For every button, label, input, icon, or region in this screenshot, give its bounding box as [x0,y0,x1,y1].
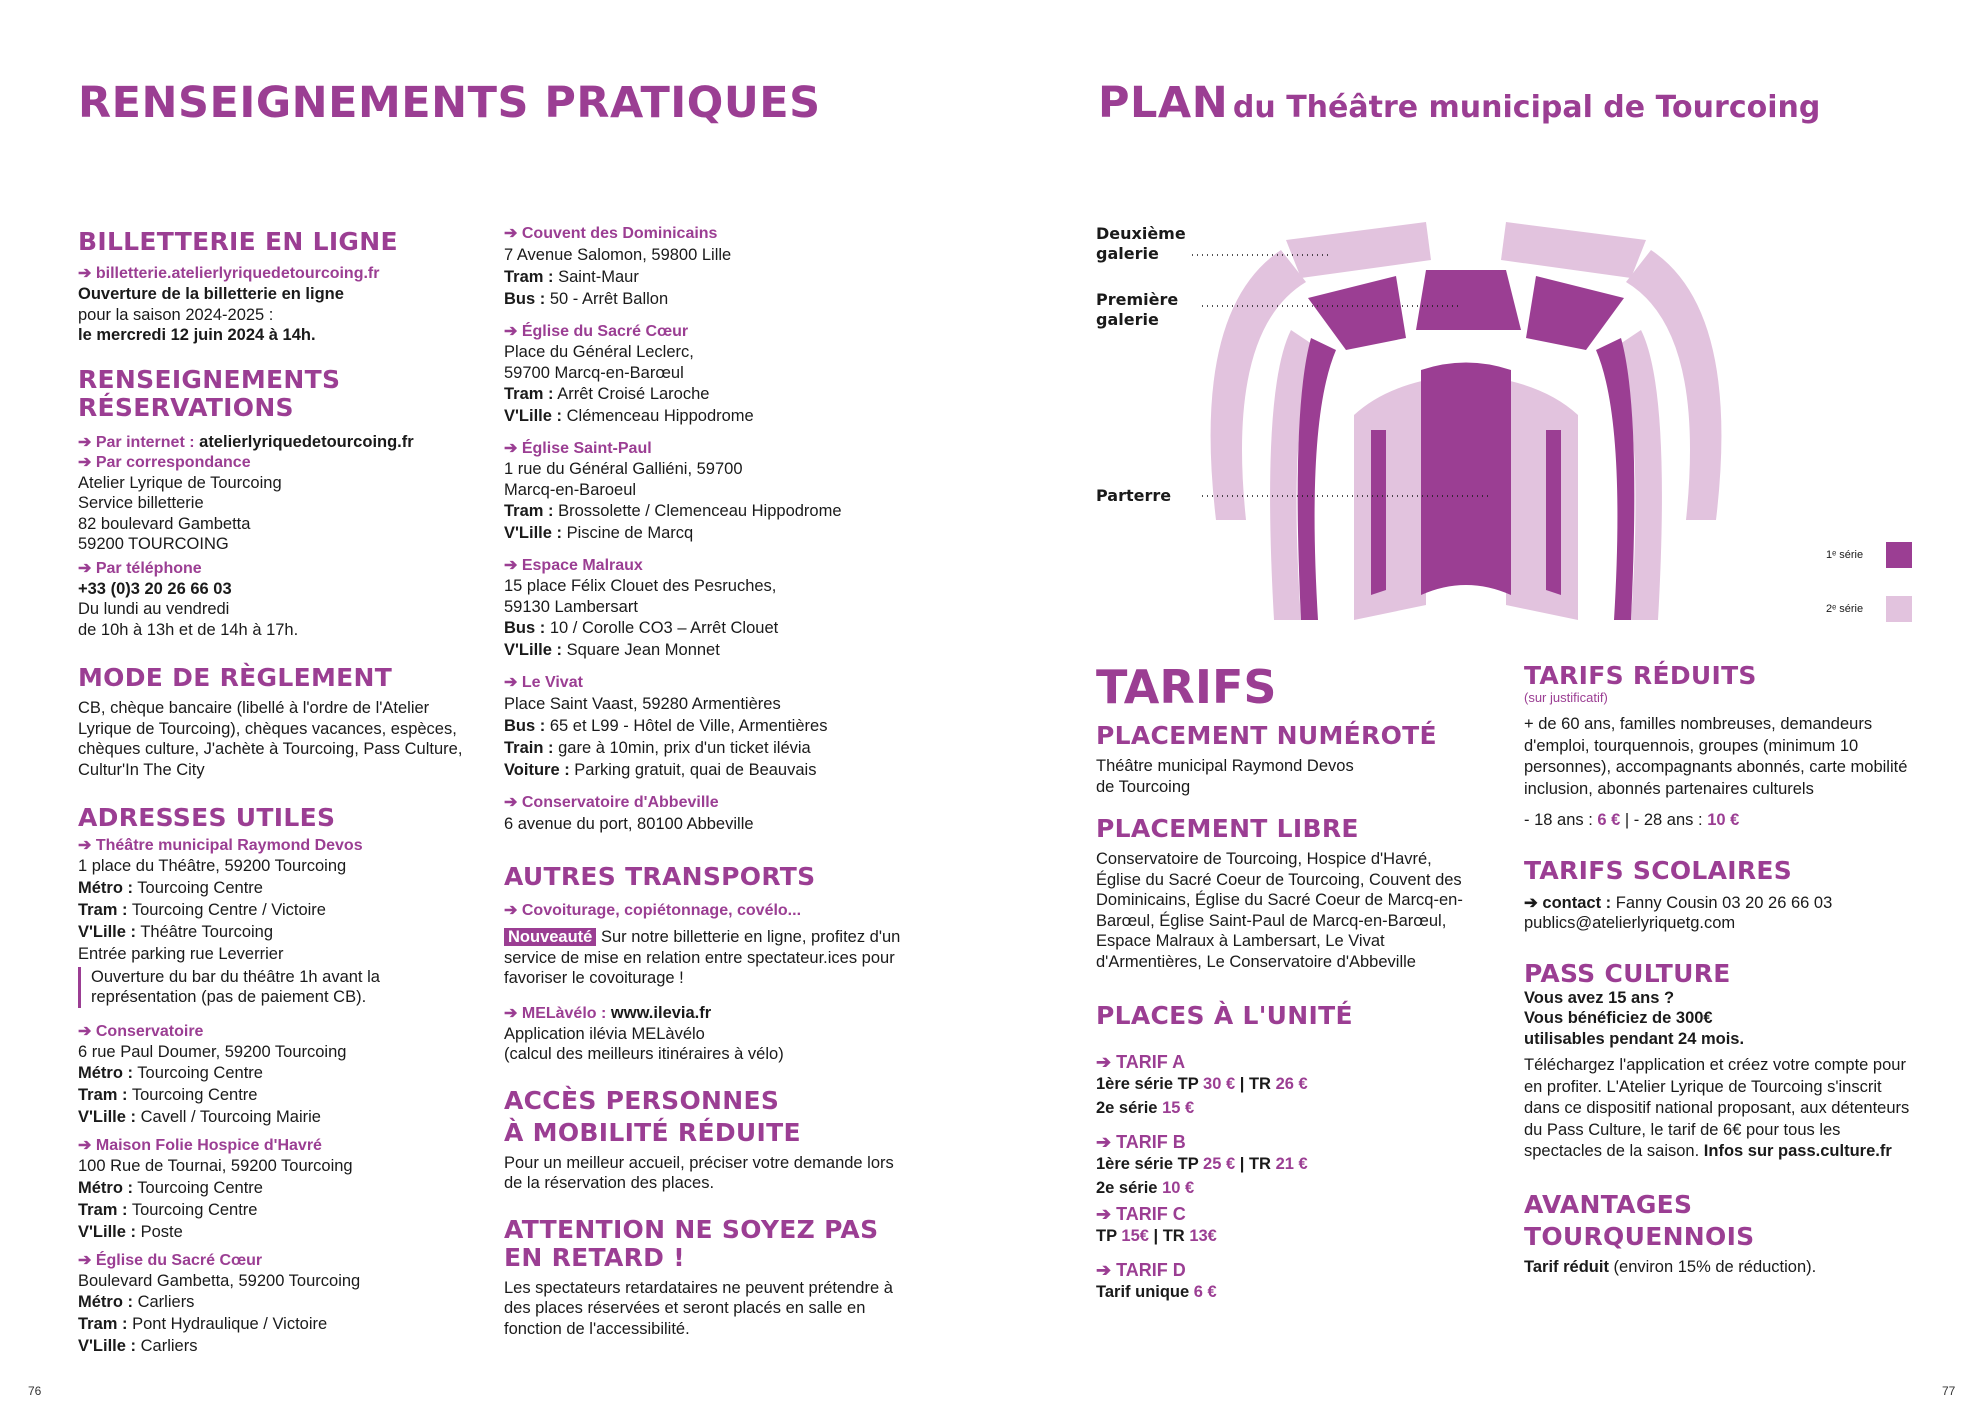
tarif-c-line [1096,1224,1476,1248]
folie-addr: 100 Rue de Tournai, 59200 Tourcoing [78,1157,353,1175]
scolaires-contact-label: contact : [1542,893,1612,912]
parterre-left-light [1354,380,1426,620]
vlille-value: Poste [140,1222,183,1241]
tarif-d-line [1096,1280,1476,1304]
theatre-bar-note: Ouverture du bar du théâtre 1h avant la représentation (pas de paiement CB). [78,967,451,1008]
tarif-a-tp: 30 € [1203,1075,1236,1093]
saintpaul-name: ➔ Église Saint-Paul [504,439,924,459]
parterre-left-stripe [1371,430,1386,595]
premiere-galerie-center [1416,270,1521,330]
internet-label: ➔ Par internet : [78,434,195,451]
theatre-plan-diagram [1096,220,1936,640]
metro-value: Tourcoing Centre [137,1064,263,1082]
corr-line1: Atelier Lyrique de Tourcoing [78,473,282,492]
billetterie-heading: BILLETTERIE EN LIGNE [78,227,398,256]
nouveaute-badge: Nouveauté [504,928,596,946]
vlille-label: V'Lille : [504,524,563,542]
tram-label: Tram : [504,502,554,520]
transports-heading: AUTRES TRANSPORTS [504,862,816,891]
malraux-a2: 59130 Lambersart [504,597,638,616]
bus-label: Bus : [504,290,546,308]
tel-hours-1: Du lundi au vendredi [78,600,230,618]
tarif-c-heading: ➔ TARIF C [1096,1204,1476,1224]
tram-value: Arrêt Croisé Laroche [557,385,710,403]
avantages-heading-1: AVANTAGES [1524,1189,1693,1219]
metro-value: Tourcoing Centre [137,878,263,897]
tel-hours-2: de 10h à 13h et de 14h à 17h. [78,620,299,639]
abbeville-addr: 6 avenue du port, 80100 Abbeville [504,815,754,833]
tram-value: Brossolette / Clemenceau Hippodrome [558,502,842,520]
tarif-c-tr: 13€ [1189,1227,1217,1245]
sacre2-a2: 59700 Marcq-en-Barœul [504,363,684,382]
metro-label: Métro : [78,1064,133,1082]
reduits-column: TARIFS RÉDUITS (sur justificatif) + de 60 ans, familles nombreuses, demandeurs d'emploi, tourquennois, groupes (minimum 10 personnes), accompagnants abonnés, carte mobilité inclusion, abonnés partenaires culturels - 18 ans : 6 € | - 28 ans : 10 € TARIFS SCOLAIRES ➔ contact : Fanny Cousin 03 20 26 66 03 publics@atelierlyriquetg.com PASS CULTURE Vous avez 15 ans ? Vous bénéficiez de 300€ utilisables pendant 24 mois. Téléchargez l'application et créez votre compte pour en profiter. L'Atelier Lyrique de Tourcoing s'inscrit dans ce dispositif national proposant, aux détenteurs du Pass Culture, le tarif de 6€ pour tous les spectacles de la saison. Infos sur pass.culture.fr AVANTAGES TOURQUENNOIS Tarif réduit (environ 15% de réduction). [1524,662,1924,1277]
avantages-text [1524,1257,1924,1278]
tram-label: Tram : [78,1086,128,1104]
sacre2-name: ➔ Église du Sacré Cœur [504,322,924,342]
tarif-a-tr: 26 € [1275,1075,1308,1093]
tarifs-heading: TARIFS [1096,660,1277,714]
pass-text [1524,1055,1919,1163]
tarif-c-tp-label: TP [1096,1227,1117,1245]
pmr-heading-1: ACCÈS PERSONNES [504,1085,780,1115]
address-dominicains [504,224,924,310]
unite-heading: PLACES À L'UNITÉ [1096,1001,1353,1030]
pass-infos-link[interactable]: Infos sur pass.culture.fr [1703,1142,1892,1160]
numerote-heading: PLACEMENT NUMÉROTÉ [1096,721,1437,750]
theatre-plan [1096,220,1936,640]
abbeville-name: ➔ Conservatoire d'Abbeville [504,793,924,813]
address-sacre-coeur-marcq [504,322,924,427]
theatre-parking: Entrée parking rue Leverrier [78,944,284,963]
reglement-text: CB, chèque bancaire (libellé à l'ordre de l'Atelier Lyrique de Tourcoing), chèques vacances, espèces, chèques culture, J'achète à Tourcoing, Pass Culture, Cultur'In The City [78,699,463,779]
internet-link[interactable]: atelierlyriquedetourcoing.fr [199,432,414,451]
premiere-galerie-left [1308,276,1406,350]
billetterie-line3: le mercredi 12 juin 2024 à 14h. [78,326,316,344]
tarif-b-heading: ➔ TARIF B [1096,1132,1476,1152]
saintpaul-a1: 1 rue du Général Galliéni, 59700 [504,460,743,478]
label-premiere-1: Première [1096,290,1179,309]
tram-label: Tram : [78,1200,128,1219]
bus-label: Bus : [504,619,546,637]
tram-value: Tourcoing Centre / Victoire [131,900,326,919]
bus-value: 10 / Corolle CO3 – Arrêt Clouet [549,619,779,637]
tarif-a-serie2: 15 € [1162,1099,1195,1117]
tarif-b-serie2-label: 2e série [1096,1179,1158,1197]
address-folie [78,1136,478,1243]
melavelo-label: ➔ MELàvélo : [504,1005,606,1022]
reservations-heading-2: RÉSERVATIONS [78,392,294,422]
conservatoire-addr: 6 rue Paul Doumer, 59200 Tourcoing [78,1042,347,1061]
avantages-tarif-label: Tarif réduit [1524,1257,1609,1276]
metro-value: Tourcoing Centre [137,1178,263,1197]
tram-value: Tourcoing Centre [131,1086,258,1104]
tram-label: Tram : [504,385,554,403]
conservatoire-name: ➔ Conservatoire [78,1022,478,1042]
tarif-d-value: 6 € [1193,1283,1217,1301]
voiture-value: Parking gratuit, quai de Beauvais [574,761,817,779]
adresses-heading: ADRESSES UTILES [78,803,336,832]
vlille-label: V'Lille : [78,922,137,941]
label-parterre: Parterre [1096,486,1172,505]
tarif-c-tr-label: | TR [1153,1227,1185,1245]
dominicains-addr: 7 Avenue Salomon, 59800 Lille [504,246,732,264]
legend-label-1: 1ᵉ série [1826,549,1864,561]
tram-value: Saint-Maur [558,268,639,286]
scolaires-email[interactable]: publics@atelierlyriquetg.com [1524,914,1736,932]
reservations-heading-1: RENSEIGNEMENTS [78,364,341,394]
age28-value: 10 € [1707,811,1740,829]
address-sacre-coeur-tourcoing [78,1251,478,1358]
tarif-b-line2 [1096,1176,1476,1200]
tarif-a-tr-label: | TR [1239,1075,1271,1093]
tarif-c-tp: 15€ [1121,1227,1149,1245]
malraux-name: ➔ Espace Malraux [504,556,924,576]
corr-line3: 82 boulevard Gambetta [78,514,251,533]
vivat-name: ➔ Le Vivat [504,673,924,693]
vlille-value: Théâtre Tourcoing [140,922,274,941]
address-vivat [504,673,924,781]
dominicains-name: ➔ Couvent des Dominicains [504,224,924,244]
page-title-right [1098,78,1820,128]
tarif-b-line1 [1096,1152,1476,1176]
avantages-heading-2: TOURQUENNOIS [1524,1221,1755,1251]
pass-b1: Vous avez 15 ans ? [1524,988,1675,1007]
page-number-right: 77 [1942,1384,1956,1398]
bus-value: 50 - Arrêt Ballon [549,290,669,308]
premiere-galerie-left-side-dark [1298,338,1336,620]
train-value: gare à 10min, prix d'un ticket ilévia [558,739,811,757]
vlille-label: V'Lille : [78,1222,137,1241]
label-deuxieme-galerie [1096,224,1186,264]
covoiturage-desc: Sur notre billetterie en ligne, profitez d'un service de mise en relation entre spectateur.ices pour favoriser le covoiturage ! [504,928,901,987]
voiture-label: Voiture : [504,761,570,779]
deuxieme-galerie-left [1286,222,1431,278]
theatre-name: ➔ Théâtre municipal Raymond Devos [78,836,478,856]
vlille-value: Cavell / Tourcoing Mairie [140,1108,321,1126]
vlille-label: V'Lille : [504,641,563,659]
reduits-ages [1524,810,1924,831]
pmr-heading-2: À MOBILITÉ RÉDUITE [504,1117,801,1147]
vlille-value: Clémenceau Hippodrome [566,407,754,425]
vlille-value: Square Jean Monnet [566,641,720,659]
scolaires-heading: TARIFS SCOLAIRES [1524,855,1793,885]
telephone-label: ➔ Par téléphone [78,559,478,579]
label-deuxieme-2: galerie [1096,244,1159,263]
tarif-a-line2 [1096,1096,1476,1120]
melavelo-link[interactable]: www.ilevia.fr [610,1003,712,1022]
bus-label: Bus : [504,717,546,735]
bus-value: 65 et L99 - Hôtel de Ville, Armentières [549,717,828,735]
covoiturage-text [504,927,904,989]
tarif-a-line1 [1096,1072,1476,1096]
label-premiere-galerie [1096,290,1178,330]
parterre-center [1421,363,1511,596]
theatre-addr: 1 place du Théâtre, 59200 Tourcoing [78,857,347,875]
age18-value: 6 € [1597,811,1621,829]
numerote-text: Théâtre municipal Raymond Devos de Tourcoing [1096,757,1354,796]
address-theatre [78,836,478,1008]
vlille-label: V'Lille : [78,1108,137,1126]
tarif-b-tr-label: | TR [1239,1155,1271,1173]
folie-name: ➔ Maison Folie Hospice d'Havré [78,1136,478,1156]
retard-heading-1: ATTENTION NE SOYEZ PAS [504,1214,879,1244]
reduits-heading: TARIFS RÉDUITS [1524,661,1757,690]
melavelo-app: Application ilévia MELàvélo [504,1024,705,1043]
libre-heading: PLACEMENT LIBRE [1096,814,1359,843]
tarif-b-serie2: 10 € [1162,1179,1195,1197]
tram-value: Tourcoing Centre [131,1200,258,1219]
metro-label: Métro : [78,878,133,897]
address-abbeville [504,793,924,835]
age18-label: - 18 ans : [1524,811,1593,829]
reglement-heading: MODE DE RÈGLEMENT [78,663,393,692]
train-label: Train : [504,739,554,757]
premiere-galerie-right-side-dark [1596,338,1634,620]
vlille-label: V'Lille : [78,1337,137,1355]
tarif-b-tr: 21 € [1275,1155,1308,1173]
pass-b3: utilisables pendant 24 mois. [1524,1029,1745,1048]
tarif-b-tp: 25 € [1203,1155,1236,1173]
correspondance-label: ➔ Par correspondance [78,453,478,473]
parterre-right-stripe [1546,430,1561,595]
corr-line2: Service billetterie [78,494,204,512]
pmr-text: Pour un meilleur accueil, préciser votre demande lors de la réservation des places. [504,1153,894,1192]
legend-swatch-1 [1886,542,1912,568]
metro-label: Métro : [78,1293,133,1311]
tram-value: Pont Hydraulique / Victoire [132,1315,328,1333]
vlille-label: V'Lille : [504,407,563,425]
billetterie-line1: Ouverture de la billetterie en ligne [78,285,344,303]
label-deuxieme-1: Deuxième [1096,224,1186,243]
pass-b2: Vous bénéficiez de 300€ [1524,1009,1713,1027]
tarif-d-label: Tarif unique [1096,1283,1190,1301]
billetterie-link[interactable]: ➔ billetterie.atelierlyriquedetourcoing.fr [78,264,478,284]
melavelo-calc: (calcul des meilleurs itinéraires à vélo) [504,1045,784,1063]
tram-label: Tram : [78,900,128,919]
tram-label: Tram : [78,1315,128,1333]
metro-label: Métro : [78,1178,133,1197]
tarifs-column [1096,662,1476,1304]
vlille-value: Carliers [140,1337,198,1355]
vivat-addr: Place Saint Vaast, 59280 Armentières [504,695,781,713]
deuxieme-galerie-right [1501,222,1646,278]
metro-value: Carliers [137,1293,195,1311]
left-column [78,228,478,1357]
tram-label: Tram : [504,268,554,286]
pass-desc: Téléchargez l'application et créez votre compte pour en profiter. L'Atelier Lyrique de Tourcoing s'inscrit dans ce dispositif national proposant, aux détenteurs du Pass Culture, le tarif de 6€ pour tous les spectacles de la saison. [1524,1056,1910,1160]
reduits-sub: (sur justificatif) [1524,690,1608,705]
covoiturage-label: ➔ Covoiturage, copiétonnage, covélo... [504,901,924,921]
parterre-right-light [1506,380,1578,620]
tarif-a-heading: ➔ TARIF A [1096,1052,1476,1072]
address-malraux [504,556,924,661]
saintpaul-a2: Marcq-en-Baroeul [504,480,637,499]
label-premiere-2: galerie [1096,310,1159,329]
reduits-text: + de 60 ans, familles nombreuses, demandeurs d'emploi, tourquennois, groupes (minimum 10 personnes), accompagnants abonnés, carte mobilité inclusion, abonnés partenaires culturels [1524,715,1908,798]
address-saint-paul [504,439,924,544]
pass-heading: PASS CULTURE [1524,958,1731,988]
tarif-a-serie1-label: 1ère série TP [1096,1075,1199,1093]
plan-title-main: PLAN [1098,78,1229,128]
libre-text: Conservatoire de Tourcoing, Hospice d'Havré, Église du Sacré Coeur de Tourcoing, Couvent des Dominicains, Église du Sacré Coeur de Marcq-en-Barœul, Église Saint-Paul de Marcq-en-Barœul, Espace Malraux à Lambersart, Le Vivat d'Armentières, Le Conservatoire d'Abbeville [1096,850,1463,971]
address-conservatoire [78,1022,478,1129]
legend-swatch-2 [1886,596,1912,622]
middle-column [504,224,924,1339]
corr-line4: 59200 TOURCOING [78,535,229,553]
malraux-a1: 15 place Félix Clouet des Pesruches, [504,577,777,595]
telephone-number[interactable]: +33 (0)3 20 26 66 03 [78,579,232,598]
premiere-galerie-right [1526,276,1624,350]
tarif-b-serie1-label: 1ère série TP [1096,1155,1199,1173]
page-title-left: RENSEIGNEMENTS PRATIQUES [78,78,821,128]
vlille-value: Piscine de Marcq [566,524,694,542]
legend-label-2: 2ᵉ série [1826,603,1864,615]
tarif-a-serie2-label: 2e série [1096,1099,1158,1117]
avantages-tarif: (environ 15% de réduction). [1613,1257,1817,1276]
sacre2-a1: Place du Général Leclerc, [504,343,694,361]
retard-heading-2: EN RETARD ! [504,1242,685,1272]
billetterie-line2: pour la saison 2024-2025 : [78,305,274,324]
retard-text: Les spectateurs retardataires ne peuvent prétendre à des places réservées et seront placés en salle en fonction de l'accessibilité. [504,1278,893,1338]
scolaires-contact: Fanny Cousin 03 20 26 66 03 [1615,893,1833,912]
page-number-left: 76 [28,1384,42,1398]
sacre1-addr: Boulevard Gambetta, 59200 Tourcoing [78,1271,361,1290]
age28-label: | - 28 ans : [1624,811,1703,829]
plan-title-rest: du Théâtre municipal de Tourcoing [1232,90,1821,125]
sacre1-name: ➔ Église du Sacré Cœur [78,1251,478,1271]
tarif-d-heading: ➔ TARIF D [1096,1260,1476,1280]
